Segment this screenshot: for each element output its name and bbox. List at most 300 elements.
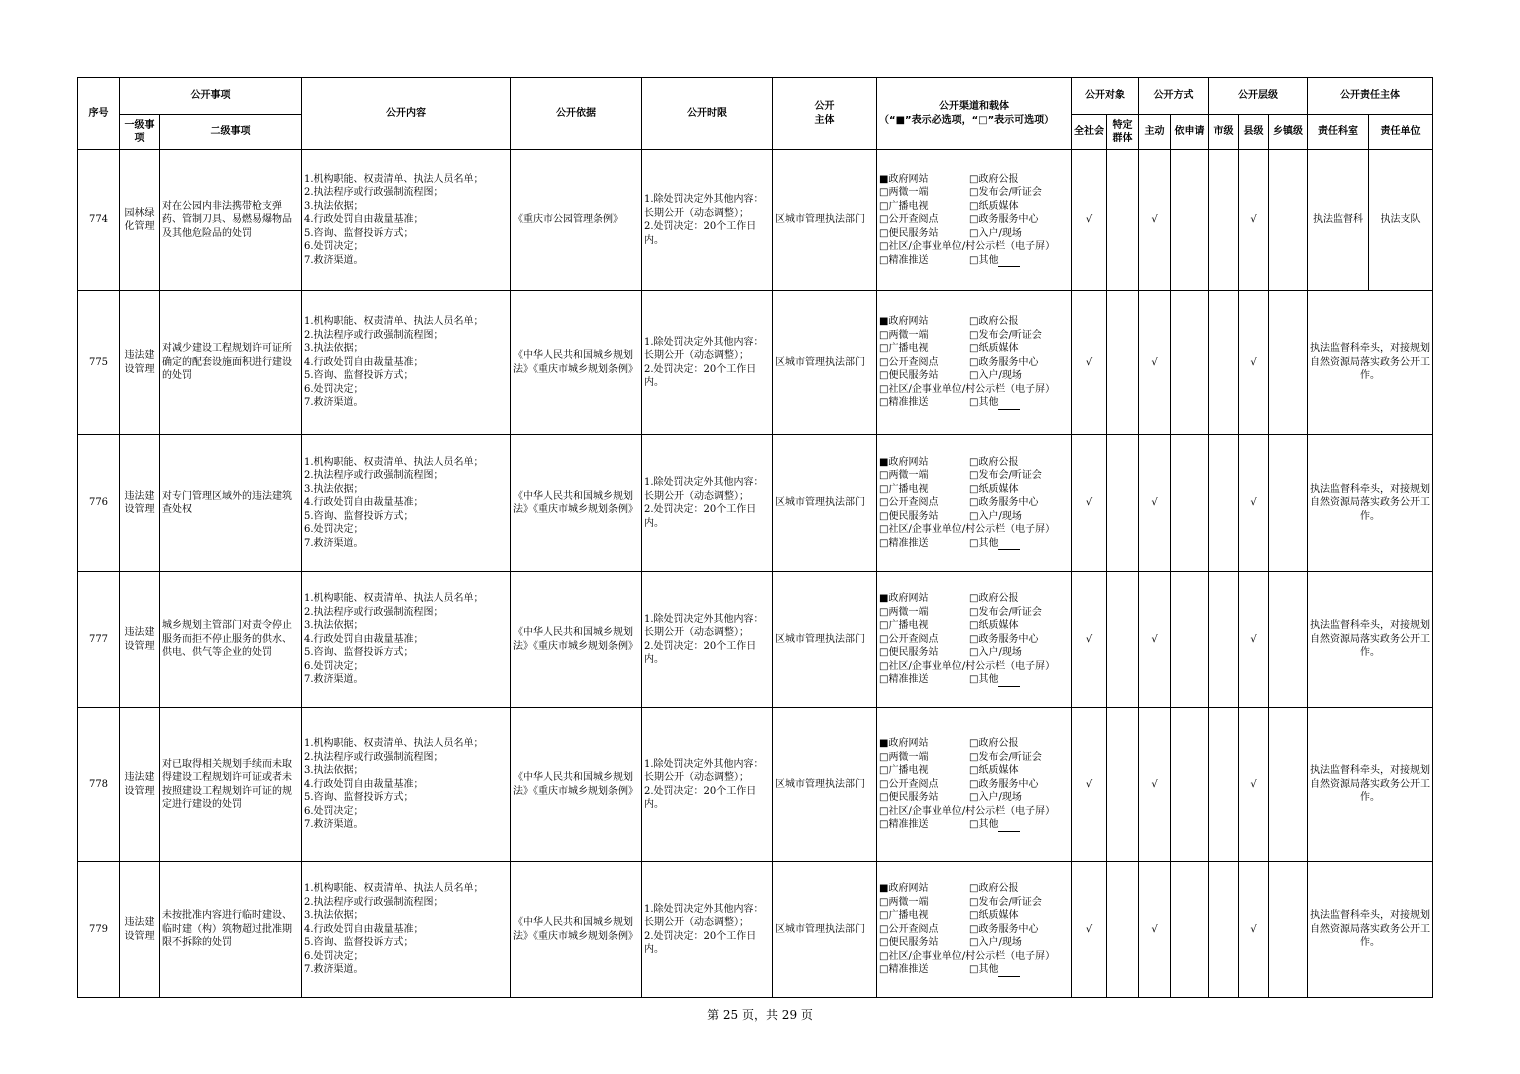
channel-line — [879, 483, 1069, 497]
channel-option: □发布会/听证会 — [969, 896, 1042, 908]
check-method-active: √ — [1139, 291, 1171, 435]
content-line: 7.救济渠道。 — [304, 254, 364, 266]
content-line: 5.咨询、监督投诉方式； — [304, 370, 414, 382]
channel-option: □发布会/听证会 — [969, 329, 1042, 341]
content-line: 2.执法程序或行政强制流程图； — [304, 606, 444, 618]
check-target-specific — [1107, 291, 1139, 435]
channel-option: □纸质媒体 — [969, 483, 1019, 495]
time-line: 1.除处罚决定外其他内容：长期公开（动态调整）； — [644, 336, 764, 361]
check-method-apply — [1171, 291, 1209, 435]
time-line: 1.除处罚决定外其他内容：长期公开（动态调整）； — [644, 903, 764, 928]
content-line: 6.处罚决定； — [304, 241, 364, 253]
channel-option: □政府公报 — [969, 883, 1019, 895]
channel-option: □便民服务站 — [879, 510, 939, 522]
channel-option: □其他 — [969, 537, 999, 549]
check-method-apply — [1171, 150, 1209, 291]
channel-option: □两微一端 — [879, 329, 929, 341]
check-target-specific — [1107, 150, 1139, 291]
row-content — [302, 150, 511, 291]
row-channels — [877, 291, 1072, 435]
channel-option: □公开查阅点 — [879, 923, 939, 935]
channel-option: □社区/企事业单位/村公示栏（电子屏） — [879, 524, 1056, 536]
channel-option: □两微一端 — [879, 606, 929, 618]
content-line: 2.执法程序或行政强制流程图； — [304, 470, 444, 482]
channel-line — [879, 646, 1069, 660]
header-level-town: 乡镇级 — [1269, 115, 1308, 150]
channel-option: □两微一端 — [879, 470, 929, 482]
channel-option: □其他 — [969, 964, 999, 976]
header-subject: 公开主体 — [773, 78, 877, 150]
row-time-limit — [642, 572, 773, 708]
channel-option: □入户/现场 — [969, 227, 1022, 239]
table-row — [78, 291, 1433, 435]
content-line: 2.执法程序或行政强制流程图； — [304, 329, 444, 341]
channel-line — [879, 186, 1069, 200]
row-level2: 对在公园内非法携带枪支弹药、管制刀具、易燃易爆物品及其他危险品的处罚 — [160, 150, 302, 291]
channel-line — [879, 254, 1069, 268]
channel-line — [879, 673, 1069, 687]
content-line: 6.处罚决定； — [304, 383, 364, 395]
check-target-all: √ — [1072, 708, 1107, 862]
content-line: 2.执法程序或行政强制流程图； — [304, 896, 444, 908]
channel-option: □广播电视 — [879, 343, 929, 355]
channel-option: □便民服务站 — [879, 792, 939, 804]
content-line: 1.机构职能、权责清单、执法人员名单； — [304, 883, 484, 895]
row-subject: 区城市管理执法部门 — [773, 435, 877, 572]
check-method-apply — [1171, 862, 1209, 998]
channel-option: □两微一端 — [879, 751, 929, 763]
row-channels — [877, 572, 1072, 708]
row-time-limit — [642, 150, 773, 291]
channel-line — [879, 329, 1069, 343]
check-level-town — [1269, 435, 1308, 572]
check-method-apply — [1171, 572, 1209, 708]
channel-line — [879, 356, 1069, 370]
row-channels — [877, 708, 1072, 862]
channel-option: □精准推送 — [879, 254, 929, 266]
channel-option: □政务服务中心 — [969, 633, 1039, 645]
row-content — [302, 435, 511, 572]
channel-line — [879, 818, 1069, 832]
channel-option: □广播电视 — [879, 620, 929, 632]
channel-line — [879, 963, 1069, 977]
channel-option: □入户/现场 — [969, 792, 1022, 804]
time-line: 1.除处罚决定外其他内容：长期公开（动态调整）； — [644, 194, 764, 219]
table-row — [78, 862, 1433, 998]
channel-line — [879, 791, 1069, 805]
blank-underline — [998, 821, 1020, 832]
channel-option: □公开查阅点 — [879, 497, 939, 509]
content-line: 1.机构职能、权责清单、执法人员名单； — [304, 456, 484, 468]
header-target-all: 全社会 — [1072, 115, 1107, 150]
row-channels — [877, 862, 1072, 998]
channel-option: □其他 — [969, 397, 999, 409]
check-method-active: √ — [1139, 708, 1171, 862]
row-basis: 《中华人民共和国城乡规划法》《重庆市城乡规划条例》 — [511, 291, 642, 435]
channel-line — [879, 909, 1069, 923]
time-line: 2.处罚决定：20个工作日内。 — [644, 930, 757, 955]
header-method: 公开方式 — [1139, 78, 1209, 115]
channel-option: □政府公报 — [969, 173, 1019, 185]
channel-line — [879, 173, 1069, 187]
check-target-all: √ — [1072, 572, 1107, 708]
page-footer: 第 25 页，共 29 页 — [707, 1008, 813, 1022]
channel-option: □公开查阅点 — [879, 778, 939, 790]
check-level-town — [1269, 291, 1308, 435]
check-level-county: √ — [1239, 708, 1269, 862]
content-line: 7.救济渠道。 — [304, 537, 364, 549]
channel-option: □精准推送 — [879, 964, 929, 976]
channel-line — [879, 936, 1069, 950]
row-subject: 区城市管理执法部门 — [773, 708, 877, 862]
content-line: 2.执法程序或行政强制流程图； — [304, 751, 444, 763]
channel-option: □入户/现场 — [969, 647, 1022, 659]
row-level2: 未按批准内容进行临时建设、临时建（构）筑物超过批准期限不拆除的处罚 — [160, 862, 302, 998]
row-level2: 对已取得相关规划手续而未取得建设工程规划许可证或者未按照建设工程规划许可证的规定进行建设的处罚 — [160, 708, 302, 862]
channel-option: □发布会/听证会 — [969, 187, 1042, 199]
header-resp-unit: 责任单位 — [1369, 115, 1433, 150]
content-line: 3.执法依据； — [304, 620, 364, 632]
channel-option: □入户/现场 — [969, 370, 1022, 382]
content-line: 6.处罚决定； — [304, 950, 364, 962]
content-line: 1.机构职能、权责清单、执法人员名单； — [304, 593, 484, 605]
channel-option: □便民服务站 — [879, 370, 939, 382]
row-resp-unit: 执法支队 — [1369, 150, 1433, 291]
row-level1: 违法建设管理 — [120, 291, 160, 435]
check-target-specific — [1107, 435, 1139, 572]
check-method-active: √ — [1139, 572, 1171, 708]
check-target-specific — [1107, 572, 1139, 708]
content-line: 4.行政处罚自由裁量基准； — [304, 356, 424, 368]
channel-line — [879, 764, 1069, 778]
channel-line — [879, 633, 1069, 647]
channel-option: ■政府网站 — [879, 456, 929, 468]
row-responsible: 执法监督科牵头，对接规划自然资源局落实政务公开工作。 — [1308, 572, 1433, 708]
header-content: 公开内容 — [302, 78, 511, 150]
content-line: 4.行政处罚自由裁量基准； — [304, 214, 424, 226]
content-line: 6.处罚决定； — [304, 660, 364, 672]
channel-line — [879, 227, 1069, 241]
table-row — [78, 708, 1433, 862]
channel-line — [879, 592, 1069, 606]
row-basis: 《中华人民共和国城乡规划法》《重庆市城乡规划条例》 — [511, 862, 642, 998]
row-time-limit — [642, 291, 773, 435]
row-basis: 《重庆市公园管理条例》 — [511, 150, 642, 291]
check-method-apply — [1171, 708, 1209, 862]
channel-option: ■政府网站 — [879, 738, 929, 750]
channel-option: □广播电视 — [879, 910, 929, 922]
header-basis: 公开依据 — [511, 78, 642, 150]
header-channel — [877, 78, 1072, 150]
channel-line — [879, 510, 1069, 524]
channel-option: □纸质媒体 — [969, 910, 1019, 922]
content-line: 5.咨询、监督投诉方式； — [304, 792, 414, 804]
channel-option: □便民服务站 — [879, 647, 939, 659]
check-level-county: √ — [1239, 435, 1269, 572]
time-line: 1.除处罚决定外其他内容：长期公开（动态调整）； — [644, 613, 764, 638]
row-subject: 区城市管理执法部门 — [773, 291, 877, 435]
channel-line — [879, 315, 1069, 329]
channel-option: ■政府网站 — [879, 883, 929, 895]
row-responsible: 执法监督科牵头，对接规划自然资源局落实政务公开工作。 — [1308, 435, 1433, 572]
row-level1: 违法建设管理 — [120, 435, 160, 572]
channel-option: □入户/现场 — [969, 937, 1022, 949]
check-target-all: √ — [1072, 862, 1107, 998]
row-seq: 774 — [78, 150, 120, 291]
channel-option: □社区/企事业单位/村公示栏（电子屏） — [879, 660, 1056, 672]
content-line: 7.救济渠道。 — [304, 819, 364, 831]
time-line: 2.处罚决定：20个工作日内。 — [644, 504, 757, 529]
content-line: 6.处罚决定； — [304, 524, 364, 536]
channel-option: □政务服务中心 — [969, 497, 1039, 509]
time-line: 2.处罚决定：20个工作日内。 — [644, 640, 757, 665]
check-target-specific — [1107, 862, 1139, 998]
channel-line — [879, 456, 1069, 470]
channel-option: □广播电视 — [879, 200, 929, 212]
content-line: 7.救济渠道。 — [304, 964, 364, 976]
content-line: 5.咨询、监督投诉方式； — [304, 937, 414, 949]
check-level-city — [1209, 862, 1239, 998]
channel-option: □发布会/听证会 — [969, 470, 1042, 482]
header-method-apply: 依申请 — [1171, 115, 1209, 150]
channel-line — [879, 606, 1069, 620]
content-line: 4.行政处罚自由裁量基准； — [304, 778, 424, 790]
time-line: 1.除处罚决定外其他内容：长期公开（动态调整）； — [644, 758, 764, 783]
row-subject: 区城市管理执法部门 — [773, 150, 877, 291]
row-content — [302, 862, 511, 998]
table-row — [78, 435, 1433, 572]
check-method-active: √ — [1139, 862, 1171, 998]
channel-option: □公开查阅点 — [879, 356, 939, 368]
channel-option: □两微一端 — [879, 187, 929, 199]
channel-line — [879, 896, 1069, 910]
header-target-specific: 特定群体 — [1107, 115, 1139, 150]
channel-line — [879, 396, 1069, 410]
row-time-limit — [642, 862, 773, 998]
row-subject: 区城市管理执法部门 — [773, 862, 877, 998]
channel-line — [879, 469, 1069, 483]
header-responsible: 公开责任主体 — [1308, 78, 1433, 115]
row-basis: 《中华人民共和国城乡规划法》《重庆市城乡规划条例》 — [511, 708, 642, 862]
time-line: 2.处罚决定：20个工作日内。 — [644, 221, 757, 246]
channel-option: □政务服务中心 — [969, 214, 1039, 226]
row-basis: 《中华人民共和国城乡规划法》《重庆市城乡规划条例》 — [511, 572, 642, 708]
channel-option: □广播电视 — [879, 765, 929, 777]
row-seq: 777 — [78, 572, 120, 708]
channel-option: □社区/企事业单位/村公示栏（电子屏） — [879, 950, 1056, 962]
time-line: 1.除处罚决定外其他内容：长期公开（动态调整）； — [644, 477, 764, 502]
check-level-town — [1269, 572, 1308, 708]
channel-line — [879, 737, 1069, 751]
check-level-county: √ — [1239, 862, 1269, 998]
check-level-town — [1269, 708, 1308, 862]
blank-underline — [998, 966, 1020, 977]
check-level-town — [1269, 862, 1308, 998]
channel-option: □其他 — [969, 254, 999, 266]
header-channel-note: （“■”表示必选项，“□”表示可选项） — [879, 114, 1055, 126]
channel-option: □纸质媒体 — [969, 343, 1019, 355]
channel-option: □便民服务站 — [879, 937, 939, 949]
row-level2: 对专门管理区域外的违法建筑查处权 — [160, 435, 302, 572]
row-basis: 《中华人民共和国城乡规划法》《重庆市城乡规划条例》 — [511, 435, 642, 572]
header-level-county: 县级 — [1239, 115, 1269, 150]
blank-underline — [998, 256, 1020, 267]
check-level-county: √ — [1239, 572, 1269, 708]
channel-option: ■政府网站 — [879, 316, 929, 328]
channel-line — [879, 200, 1069, 214]
check-target-all: √ — [1072, 150, 1107, 291]
header-level: 公开层级 — [1209, 78, 1308, 115]
row-channels — [877, 150, 1072, 291]
header-channel-title: 公开渠道和载体 — [939, 101, 1009, 112]
channel-option: □两微一端 — [879, 896, 929, 908]
row-channels — [877, 435, 1072, 572]
channel-line — [879, 751, 1069, 765]
channel-option: □纸质媒体 — [969, 765, 1019, 777]
content-line: 4.行政处罚自由裁量基准； — [304, 497, 424, 509]
row-seq: 775 — [78, 291, 120, 435]
channel-line — [879, 342, 1069, 356]
header-level-city: 市级 — [1209, 115, 1239, 150]
blank-underline — [998, 399, 1020, 410]
channel-option: □便民服务站 — [879, 227, 939, 239]
header-method-active: 主动 — [1139, 115, 1171, 150]
channel-option: □公开查阅点 — [879, 633, 939, 645]
channel-option: □入户/现场 — [969, 510, 1022, 522]
channel-option: □政府公报 — [969, 456, 1019, 468]
content-line: 5.咨询、监督投诉方式； — [304, 227, 414, 239]
header-target: 公开对象 — [1072, 78, 1139, 115]
row-level1: 违法建设管理 — [120, 708, 160, 862]
check-level-city — [1209, 435, 1239, 572]
check-target-specific — [1107, 708, 1139, 862]
row-time-limit — [642, 708, 773, 862]
content-line: 3.执法依据； — [304, 765, 364, 777]
row-seq: 778 — [78, 708, 120, 862]
check-level-city — [1209, 572, 1239, 708]
channel-option: □纸质媒体 — [969, 620, 1019, 632]
row-responsible: 执法监督科牵头，对接规划自然资源局落实政务公开工作。 — [1308, 291, 1433, 435]
row-content — [302, 291, 511, 435]
time-line: 2.处罚决定：20个工作日内。 — [644, 785, 757, 810]
row-level1: 园林绿化管理 — [120, 150, 160, 291]
row-resp-office: 执法监督科 — [1308, 150, 1369, 291]
row-seq: 776 — [78, 435, 120, 572]
header-resp-office: 责任科室 — [1308, 115, 1369, 150]
channel-line — [879, 882, 1069, 896]
row-level1: 违法建设管理 — [120, 572, 160, 708]
channel-option: □社区/企事业单位/村公示栏（电子屏） — [879, 805, 1056, 817]
channel-option: □精准推送 — [879, 397, 929, 409]
channel-line — [879, 537, 1069, 551]
header-seq: 序号 — [78, 78, 120, 150]
content-line: 7.救济渠道。 — [304, 397, 364, 409]
check-method-active: √ — [1139, 150, 1171, 291]
disclosure-table — [77, 77, 1433, 998]
header-level2: 二级事项 — [160, 115, 302, 150]
blank-underline — [998, 539, 1020, 550]
content-line: 2.执法程序或行政强制流程图； — [304, 187, 444, 199]
content-line: 4.行政处罚自由裁量基准； — [304, 633, 424, 645]
check-target-all: √ — [1072, 435, 1107, 572]
channel-line — [879, 213, 1069, 227]
header-time-limit: 公开时限 — [642, 78, 773, 150]
check-level-county: √ — [1239, 150, 1269, 291]
content-line: 7.救济渠道。 — [304, 674, 364, 686]
channel-option: □纸质媒体 — [969, 200, 1019, 212]
check-target-all: √ — [1072, 291, 1107, 435]
row-level2: 对减少建设工程规划许可证所确定的配套设施面积进行建设的处罚 — [160, 291, 302, 435]
check-method-apply — [1171, 435, 1209, 572]
content-line: 3.执法依据； — [304, 483, 364, 495]
channel-option: □精准推送 — [879, 819, 929, 831]
content-line: 1.机构职能、权责清单、执法人员名单； — [304, 173, 484, 185]
row-level1: 违法建设管理 — [120, 862, 160, 998]
channel-option: ■政府网站 — [879, 173, 929, 185]
header-level1: 一级事项 — [120, 115, 160, 150]
content-line: 3.执法依据； — [304, 910, 364, 922]
channel-option: □政府公报 — [969, 738, 1019, 750]
channel-option: □其他 — [969, 819, 999, 831]
channel-option: ■政府网站 — [879, 593, 929, 605]
time-line: 2.处罚决定：20个工作日内。 — [644, 363, 757, 388]
row-content — [302, 572, 511, 708]
content-line: 3.执法依据； — [304, 200, 364, 212]
channel-line — [879, 778, 1069, 792]
channel-option: □政务服务中心 — [969, 356, 1039, 368]
content-line: 4.行政处罚自由裁量基准； — [304, 923, 424, 935]
check-level-city — [1209, 708, 1239, 862]
row-time-limit — [642, 435, 773, 572]
channel-line — [879, 496, 1069, 510]
row-seq: 779 — [78, 862, 120, 998]
row-responsible: 执法监督科牵头，对接规划自然资源局落实政务公开工作。 — [1308, 708, 1433, 862]
channel-option: □精准推送 — [879, 674, 929, 686]
channel-option: □发布会/听证会 — [969, 606, 1042, 618]
channel-option: □政务服务中心 — [969, 923, 1039, 935]
channel-line — [879, 619, 1069, 633]
channel-option: □发布会/听证会 — [969, 751, 1042, 763]
channel-option: □其他 — [969, 674, 999, 686]
row-content — [302, 708, 511, 862]
table-row — [78, 572, 1433, 708]
check-level-town — [1269, 150, 1308, 291]
check-level-city — [1209, 291, 1239, 435]
channel-option: □社区/企事业单位/村公示栏（电子屏） — [879, 241, 1056, 253]
channel-option: □政府公报 — [969, 593, 1019, 605]
table-row — [78, 150, 1433, 291]
channel-option: □公开查阅点 — [879, 214, 939, 226]
header-item-group: 公开事项 — [120, 78, 302, 115]
check-method-active: √ — [1139, 435, 1171, 572]
row-subject: 区城市管理执法部门 — [773, 572, 877, 708]
check-level-city — [1209, 150, 1239, 291]
channel-line — [879, 369, 1069, 383]
check-level-county: √ — [1239, 291, 1269, 435]
channel-option: □政府公报 — [969, 316, 1019, 328]
content-line: 6.处罚决定； — [304, 805, 364, 817]
channel-line — [879, 923, 1069, 937]
row-level2: 城乡规划主管部门对责令停止服务而拒不停止服务的供水、供电、供气等企业的处罚 — [160, 572, 302, 708]
channel-option: □社区/企事业单位/村公示栏（电子屏） — [879, 383, 1056, 395]
content-line: 1.机构职能、权责清单、执法人员名单； — [304, 738, 484, 750]
channel-option: □精准推送 — [879, 537, 929, 549]
content-line: 5.咨询、监督投诉方式； — [304, 647, 414, 659]
blank-underline — [998, 676, 1020, 687]
channel-option: □广播电视 — [879, 483, 929, 495]
content-line: 1.机构职能、权责清单、执法人员名单； — [304, 316, 484, 328]
content-line: 3.执法依据； — [304, 343, 364, 355]
